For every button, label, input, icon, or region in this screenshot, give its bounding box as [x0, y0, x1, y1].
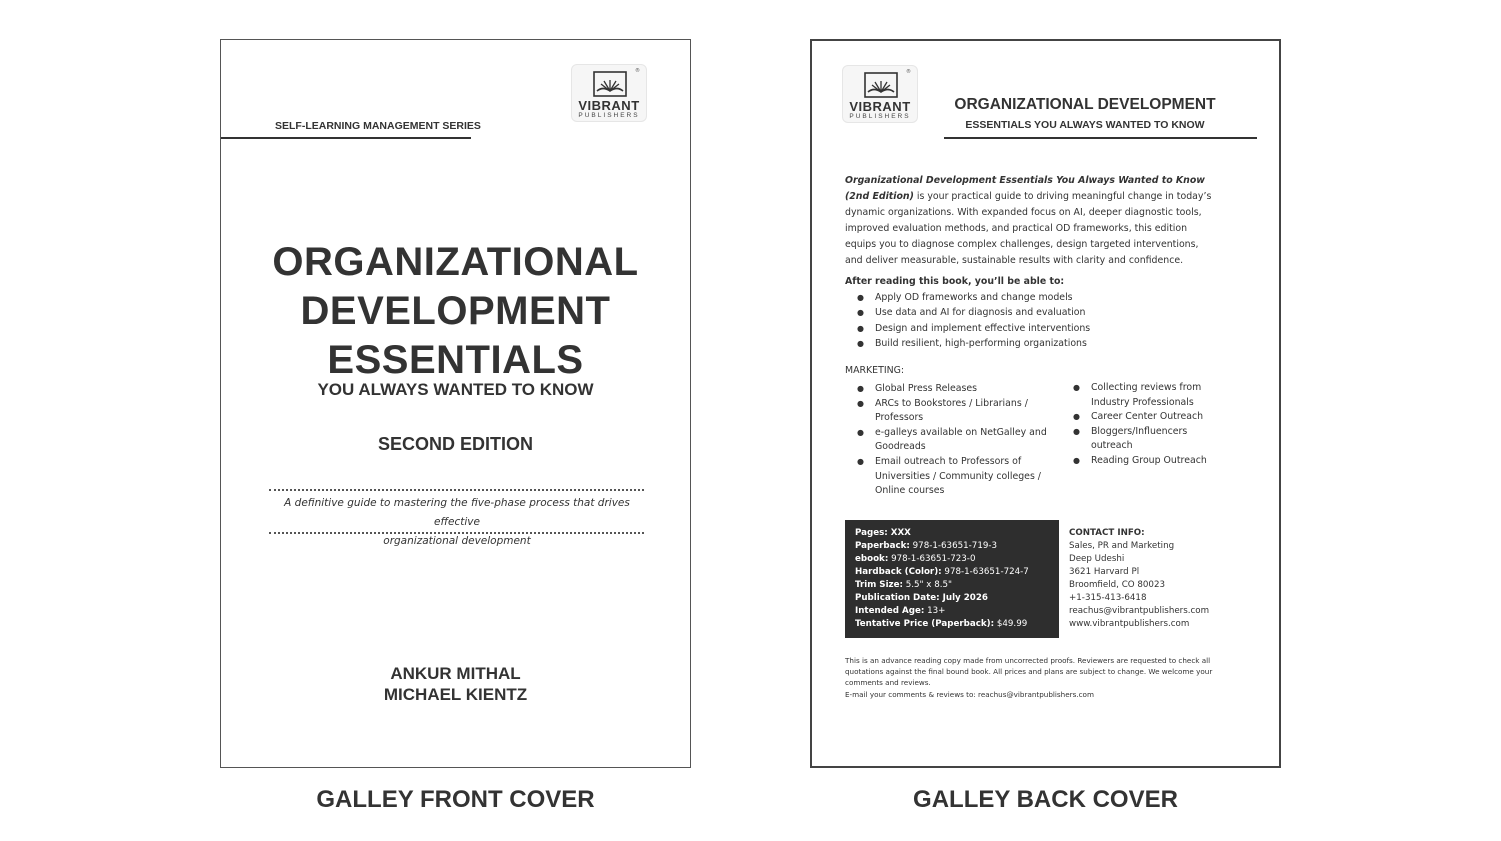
registered-mark: ®: [906, 69, 911, 75]
list-line: ● Reading Group Outreach: [1091, 454, 1207, 466]
list-item: [1061, 454, 1251, 469]
detail-label: Intended Age:: [855, 606, 925, 616]
detail-value: 978-1-63651-724-7: [941, 567, 1029, 577]
logo-subtitle: PUBLISHERS: [849, 113, 911, 120]
dotted-divider: [269, 532, 644, 534]
list-line: Online courses: [875, 485, 945, 497]
list-item: ● Use data and AI for diagnosis and evaluation: [845, 305, 1090, 320]
edition-label: SECOND EDITION: [377, 434, 533, 454]
detail-row: [855, 618, 1049, 631]
back-title: ORGANIZATIONAL DEVELOPMENT: [954, 96, 1216, 113]
back-subtitle: ESSENTIALS YOU ALWAYS WANTED TO KNOW: [965, 119, 1205, 131]
contact-line: reachus@vibrantpublishers.com: [1069, 606, 1210, 616]
list-line: Industry Professionals: [1091, 396, 1194, 408]
logo-subtitle: PUBLISHERS: [578, 112, 640, 119]
marketing-heading: MARKETING:: [845, 365, 905, 376]
list-item: ● Design and implement effective interventions: [845, 321, 1090, 336]
title-line: ESSENTIALS: [327, 338, 584, 382]
review-email-line: E-mail your comments & reviews to: reachus@vibrantpublishers.com: [845, 690, 1094, 699]
detail-label: Publication Date: July 2026: [855, 593, 988, 603]
tagline-line: organizational development: [383, 535, 531, 547]
detail-row: [855, 527, 1049, 540]
marketing-list-right: [1061, 381, 1251, 469]
description-book-name: Organizational Development Essentials You Always Wanted to Know (2nd Edition): [845, 175, 1205, 202]
detail-value: 13+: [924, 606, 946, 616]
list-item: [1061, 410, 1251, 425]
logo-name: VIBRANT: [578, 98, 640, 113]
contact-line: www.vibrantpublishers.com: [1069, 619, 1190, 629]
list-item: ● Build resilient, high-performing organizations: [845, 336, 1090, 351]
list-line: Professors: [875, 412, 924, 424]
list-line: ● Bloggers/Influencers: [1091, 425, 1188, 437]
detail-label: Hardback (Color):: [855, 567, 942, 577]
description-text: is your practical guide to driving meaningful change in today’s dynamic organizations. With expanded focus on AI, deeper diagnostic tools, improved evaluation methods, and practical OD frameworks, this edition equips you to diagnose complex challenges, design targeted interventions, and deliver measurable, sustainable results with clarity and confidence.: [845, 191, 1212, 266]
contact-line: Deep Udeshi: [1069, 554, 1125, 564]
detail-value: 978-1-63651-723-0: [888, 554, 976, 564]
back-cover-caption: GALLEY BACK COVER: [913, 786, 1178, 813]
book-details-box: [845, 520, 1059, 638]
book-description: [845, 173, 1215, 269]
list-line: ● Career Center Outreach: [1091, 411, 1204, 423]
detail-row: [855, 605, 1049, 618]
contact-line: +1-315-413-6418: [1069, 593, 1147, 603]
logo-name: VIBRANT: [849, 99, 911, 114]
list-item: [845, 426, 1055, 455]
publisher-logo: [842, 65, 918, 123]
disclaimer: This is an advance reading copy made from uncorrected proofs. Reviewers are requested to check all quotations against the final bound book. All prices and plans are subject to change. We welcome your comments and reviews.: [845, 656, 1213, 687]
list-line: ● Email outreach to Professors of: [875, 455, 1022, 467]
author-name: MICHAEL KIENTZ: [383, 685, 528, 704]
list-item: [845, 382, 1055, 397]
dotted-divider: [269, 489, 644, 491]
tagline-line: A definitive guide to mastering the five-phase process that drives effective: [284, 497, 630, 528]
contact-heading: CONTACT INFO:: [1069, 528, 1145, 538]
series-rule: [221, 137, 471, 139]
list-line: ● Global Press Releases: [875, 383, 978, 394]
marketing-list-left: [845, 382, 1055, 499]
front-cover: [220, 39, 691, 768]
book-title: [221, 238, 690, 385]
detail-value: 978-1-63651-719-3: [909, 541, 998, 551]
series-label: SELF-LEARNING MANAGEMENT SERIES: [275, 120, 481, 132]
detail-label: Tentative Price (Paperback):: [855, 619, 995, 629]
list-item: ● Apply OD frameworks and change models: [845, 290, 1090, 305]
list-item: [1061, 425, 1251, 454]
detail-value: 5.5" x 8.5": [902, 580, 953, 590]
open-book-icon: [593, 71, 627, 97]
detail-row: [855, 540, 1049, 553]
contact-line: Sales, PR and Marketing: [1069, 541, 1175, 551]
list-item: [1061, 381, 1251, 410]
publisher-logo: [571, 64, 647, 122]
book-subtitle: YOU ALWAYS WANTED TO KNOW: [317, 380, 594, 399]
list-line: ● ARCs to Bookstores / Librarians /: [875, 397, 1028, 409]
title-line: ORGANIZATIONAL: [272, 240, 639, 284]
open-book-icon: [864, 72, 898, 98]
tagline: [273, 494, 641, 551]
title-rule: [944, 137, 1257, 139]
front-cover-caption: GALLEY FRONT COVER: [316, 786, 595, 813]
list-line: ● e-galleys available on NetGalley and: [875, 426, 1047, 438]
detail-row: [855, 553, 1049, 566]
detail-label: ebook:: [855, 554, 889, 564]
outcomes-list: [845, 290, 1090, 351]
detail-label: Trim Size:: [855, 580, 903, 590]
list-line: ● Collecting reviews from: [1091, 382, 1202, 393]
detail-row: [855, 592, 1049, 605]
title-line: DEVELOPMENT: [300, 289, 611, 333]
list-line: outreach: [1091, 440, 1133, 452]
author-name: ANKUR MITHAL: [390, 664, 521, 683]
contact-line: 3621 Harvard Pl: [1069, 567, 1140, 577]
list-item: [845, 397, 1055, 426]
list-item: [845, 455, 1055, 499]
detail-label: Paperback:: [855, 541, 910, 551]
detail-row: [855, 579, 1049, 592]
detail-label: Pages: XXX: [855, 528, 911, 538]
detail-value: $49.99: [994, 619, 1028, 629]
contact-line: Broomfield, CO 80023: [1069, 580, 1166, 590]
outcomes-heading: After reading this book, you’ll be able to:: [845, 276, 1065, 287]
detail-row: [855, 566, 1049, 579]
list-line: Universities / Community colleges /: [875, 470, 1041, 482]
list-line: Goodreads: [875, 441, 926, 453]
registered-mark: ®: [635, 68, 640, 74]
back-cover: [810, 39, 1281, 768]
contact-info: [1069, 527, 1209, 631]
